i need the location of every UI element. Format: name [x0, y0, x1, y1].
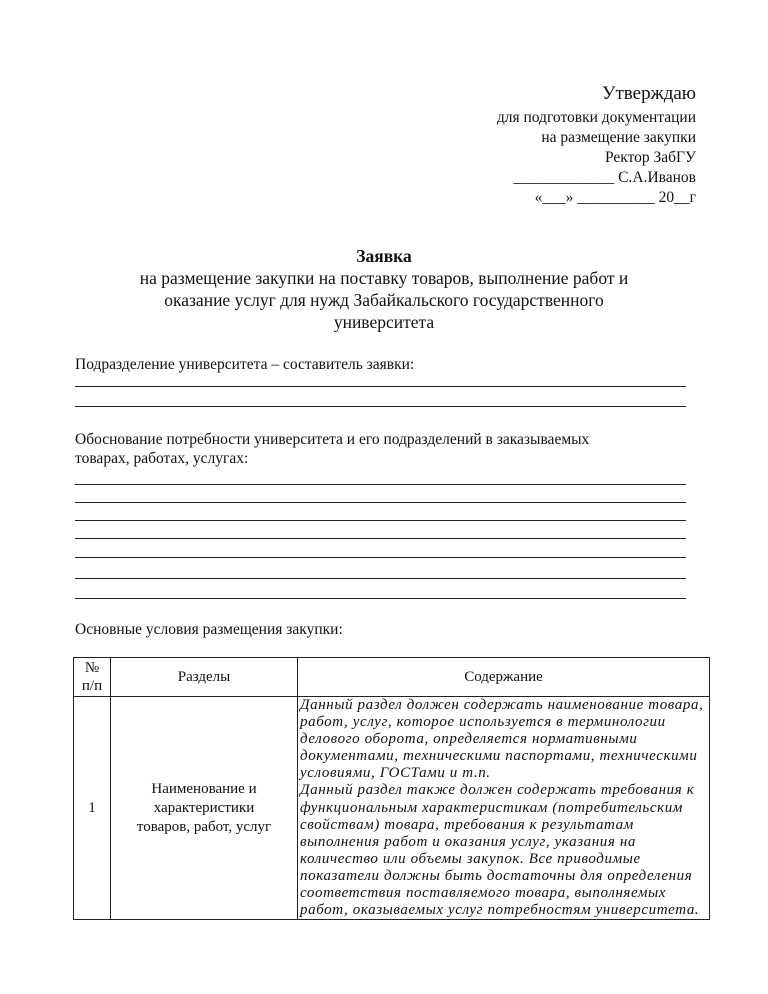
- conditions-table: [73, 657, 710, 920]
- document-subtitle-line: оказание услуг для нужд Забайкальского государственного: [164, 290, 604, 310]
- table-header-row: [74, 658, 710, 697]
- document-heading: [60, 245, 708, 333]
- row-section-line: товаров, работ, услуг: [136, 818, 272, 835]
- fill-in-line: [75, 502, 686, 503]
- document-subtitle-line: на размещение закупки на поставку товаров, выполнение работ и: [139, 268, 629, 288]
- approval-line: Ректор ЗабГУ: [604, 149, 696, 166]
- row-content-line: делового оборота, определяется нормативными: [300, 731, 638, 748]
- fill-in-line: [75, 386, 686, 387]
- row-section: [111, 697, 298, 920]
- conditions-label: Основные условия размещения закупки:: [75, 621, 343, 638]
- approval-block: [497, 82, 696, 208]
- department-label: Подразделение университета – составитель заявки:: [75, 356, 415, 373]
- justification-label-line: Обоснование потребности университета и его подразделений в заказываемых: [75, 431, 590, 448]
- justification-label: [75, 430, 589, 468]
- row-content-line: Данный раздел должен содержать наименование товара,: [300, 697, 704, 713]
- row-content-line: функциональным характеристикам (потребительским: [300, 799, 683, 816]
- row-content-line: выполнения работ и оказания услуг, указания на: [300, 833, 636, 850]
- fill-in-line: [75, 520, 686, 521]
- approval-title: Утверждаю: [602, 83, 696, 104]
- fill-in-line: [75, 598, 686, 599]
- fill-in-line: [75, 578, 686, 579]
- row-section-line: Наименование и: [151, 780, 257, 797]
- row-section-line: характеристики: [153, 799, 255, 816]
- fill-in-line: [75, 557, 686, 558]
- row-content-line: количество или объемы закупок. Все приводимые: [300, 850, 641, 867]
- row-content-line: работ, оказываемых услуг потребностям университета.: [300, 902, 700, 919]
- row-content-line: показатели должны быть достаточны для определения: [300, 867, 693, 884]
- row-content-line: соответствия поставляемого товара, выполняемых: [300, 885, 667, 902]
- approval-date-line: «___» __________ 20__г: [534, 189, 696, 206]
- approval-line: для подготовки документации: [496, 109, 696, 126]
- table-row: [74, 697, 710, 920]
- header-sections: Разделы: [111, 658, 298, 697]
- row-content-line: условиями, ГОСТами и т.п.: [300, 765, 491, 782]
- row-content-line: Данный раздел также должен содержать требования к: [300, 782, 695, 799]
- approval-line: на размещение закупки: [541, 129, 696, 146]
- approval-signature-line: _____________ С.А.Иванов: [513, 169, 696, 186]
- row-content-line: документами, техническими паспортами, техническими: [300, 748, 698, 765]
- header-content: Содержание: [298, 658, 710, 697]
- fill-in-line: [75, 484, 686, 485]
- justification-label-line: товарах, работах, услугах:: [75, 450, 249, 467]
- header-number: [74, 658, 111, 697]
- row-content-line: работ, услуг, которое используется в терминологии: [300, 714, 666, 731]
- document-title: Заявка: [356, 246, 412, 266]
- header-number-line: п/п: [81, 678, 103, 694]
- document-subtitle-line: университета: [333, 312, 435, 332]
- row-content-line: свойствам) товара, требования к результатам: [300, 816, 634, 833]
- fill-in-line: [75, 538, 686, 539]
- row-content: [298, 697, 710, 920]
- row-number: 1: [74, 697, 111, 920]
- fill-in-line: [75, 406, 686, 407]
- header-number-line: №: [84, 660, 100, 676]
